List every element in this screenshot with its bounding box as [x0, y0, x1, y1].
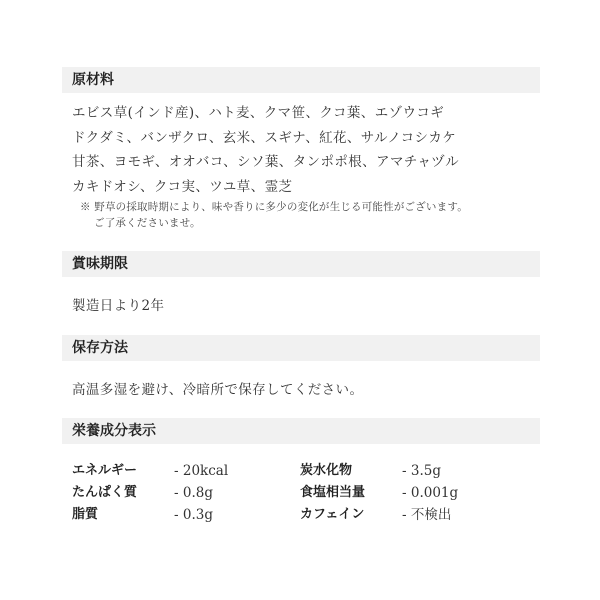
nutrition-row-caffeine: [300, 504, 520, 526]
nutrition-row-carbohydrate: [300, 460, 520, 482]
ingredients-list: [72, 101, 459, 199]
nutrition-value: - 0.3g: [174, 507, 213, 523]
shelf-life-heading: 賞味期限: [62, 251, 540, 277]
ingredients-line: 甘茶、ヨモギ、オオバコ、シソ葉、タンポポ根、アマチャヅル: [72, 154, 460, 170]
nutrition-label: エネルギー: [72, 463, 138, 478]
note-line: ご了承くださいませ。: [94, 217, 201, 229]
ingredients-note: [80, 199, 468, 231]
nutrition-value: - 0.8g: [174, 485, 213, 501]
ingredients-line: ドクダミ、バンザクロ、玄米、スギナ、紅花、サルノコシカケ: [72, 129, 457, 146]
nutrition-label: 食塩相当量: [300, 485, 366, 500]
shelf-life-text: 製造日より2年: [72, 298, 165, 314]
nutrition-value: - 0.001g: [402, 485, 459, 501]
ingredients-heading: 原材料: [62, 67, 540, 93]
nutrition-row-protein: [72, 482, 272, 504]
nutrition-value: - 20kcal: [174, 463, 229, 479]
nutrition-row-salt: [300, 482, 520, 504]
nutrition-table-right: [300, 460, 520, 526]
nutrition-value: - 3.5g: [402, 463, 441, 479]
ingredients-line: カキドオシ、クコ実、ツユ草、霊芝: [72, 178, 293, 195]
storage-text: 高温多湿を避け、冷暗所で保存してください。: [72, 382, 364, 398]
note-line: ※ 野草の採取時期により、味や香りに多少の変化が生じる可能性がございます。: [80, 201, 468, 213]
storage-heading: 保存方法: [62, 335, 540, 361]
nutrition-value: - 不検出: [402, 507, 452, 523]
nutrition-label: 炭水化物: [300, 463, 353, 478]
nutrition-label: たんぱく質: [72, 485, 138, 500]
nutrition-row-fat: [72, 504, 272, 526]
nutrition-table-left: [72, 460, 272, 526]
nutrition-label: カフェイン: [300, 507, 365, 522]
nutrition-label: 脂質: [72, 507, 99, 522]
nutrition-heading: 栄養成分表示: [62, 418, 540, 444]
nutrition-row-energy: [72, 460, 272, 482]
ingredients-line: エビス草(インド産)、ハト麦、クマ笹、クコ葉、エゾウコギ: [72, 105, 445, 121]
